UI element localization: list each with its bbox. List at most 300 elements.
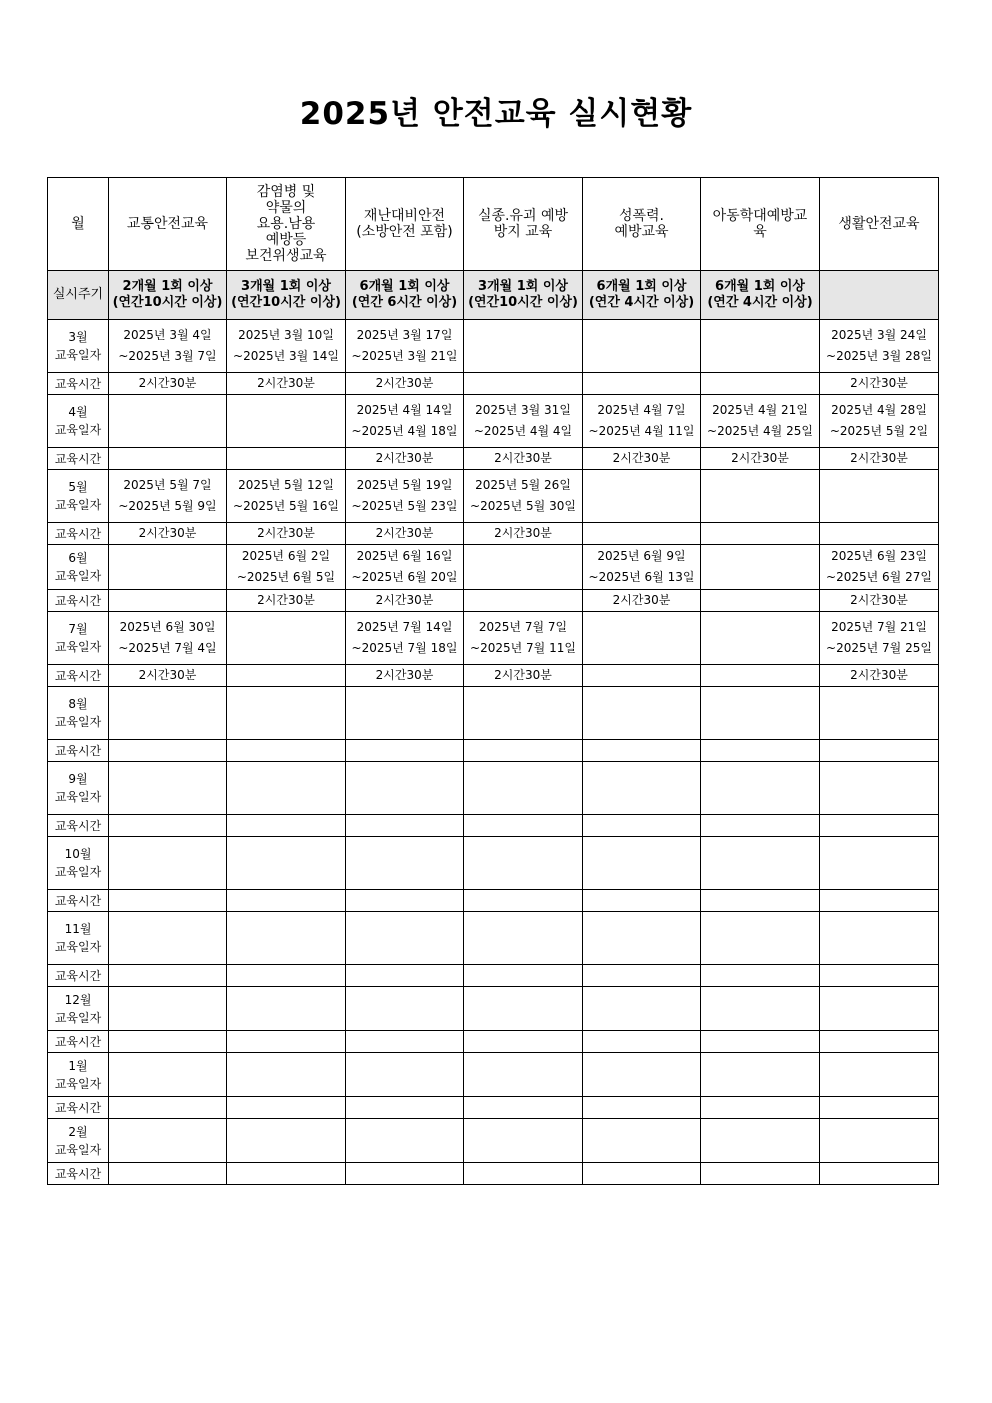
time-cell xyxy=(701,815,820,837)
date-cell xyxy=(820,545,939,590)
cell-line: 감염병 및 xyxy=(256,184,316,200)
time-cell xyxy=(701,590,820,612)
month-label xyxy=(48,1119,109,1163)
date-cell xyxy=(820,762,939,815)
cell-line: ~2025년 6월 20일 xyxy=(351,570,458,584)
date-cell xyxy=(346,612,464,665)
header-row xyxy=(48,178,939,271)
cell-line: 생활안전교육 xyxy=(838,216,920,232)
time-cell xyxy=(346,965,464,987)
cell-line: ~2025년 3월 21일 xyxy=(351,349,458,363)
time-cell: 2시간30분 xyxy=(820,448,939,470)
month-name: 3월 xyxy=(68,330,88,344)
time-cell: 2시간30분 xyxy=(109,523,227,545)
date-cell xyxy=(820,470,939,523)
date-label: 교육일자 xyxy=(54,498,102,512)
time-cell xyxy=(464,373,583,395)
date-cell xyxy=(820,612,939,665)
date-label: 교육일자 xyxy=(54,940,102,954)
date-cell xyxy=(109,612,227,665)
cell-line: 2025년 4월 7일 xyxy=(597,403,686,417)
date-label: 교육일자 xyxy=(54,1010,102,1025)
time-cell xyxy=(464,590,583,612)
month-name: 11월 xyxy=(64,922,92,936)
header-column xyxy=(346,178,464,271)
time-cell xyxy=(464,1163,583,1185)
date-cell xyxy=(820,1053,939,1097)
date-cell xyxy=(464,320,583,373)
cell-line: ~2025년 6월 27일 xyxy=(826,570,932,584)
month-label xyxy=(48,912,109,965)
month-label xyxy=(48,320,109,373)
header-column xyxy=(227,178,346,271)
time-cell: 2시간30분 xyxy=(227,373,346,395)
cell-line: 2025년 3월 4일 xyxy=(123,328,212,342)
cell-line: 2025년 7월 7일 xyxy=(478,620,568,634)
time-cell: 2시간30분 xyxy=(820,665,939,687)
time-row xyxy=(48,815,939,837)
date-cell xyxy=(346,912,464,965)
date-label: 교육일자 xyxy=(54,1076,102,1091)
cell-line: 2025년 3월 17일 xyxy=(356,328,453,342)
date-row xyxy=(48,1119,939,1163)
cell-line: ~2025년 6월 13일 xyxy=(588,570,695,584)
time-cell xyxy=(464,890,583,912)
time-cell: 2시간30분 xyxy=(227,590,346,612)
cell-line: ~2025년 7월 11일 xyxy=(470,641,576,655)
time-cell xyxy=(701,1031,820,1053)
date-cell xyxy=(820,987,939,1031)
date-cell xyxy=(701,1053,820,1097)
time-cell xyxy=(701,1097,820,1119)
time-cell xyxy=(227,740,346,762)
header-column xyxy=(820,178,939,271)
cell-line: 2025년 7월 21일 xyxy=(831,620,927,634)
time-cell xyxy=(701,740,820,762)
time-cell xyxy=(583,665,701,687)
date-cell xyxy=(701,687,820,740)
header-column xyxy=(701,178,820,271)
time-label: 교육시간 xyxy=(48,815,109,837)
time-row xyxy=(48,890,939,912)
time-row xyxy=(48,1031,939,1053)
time-cell xyxy=(701,373,820,395)
date-cell xyxy=(820,687,939,740)
date-cell xyxy=(346,545,464,590)
time-label: 교육시간 xyxy=(48,1097,109,1119)
month-name: 12월 xyxy=(64,992,92,1007)
period-cell xyxy=(701,271,820,320)
cell-line: (연간10시간 이상) xyxy=(112,295,223,310)
cell-line: 보건위생교육 xyxy=(245,248,327,264)
time-cell xyxy=(820,1163,939,1185)
date-cell xyxy=(701,395,820,448)
time-cell: 2시간30분 xyxy=(464,523,583,545)
cell-line: 2025년 5월 19일 xyxy=(356,478,453,492)
date-cell xyxy=(820,837,939,890)
date-cell xyxy=(464,762,583,815)
date-cell xyxy=(346,687,464,740)
time-row xyxy=(48,523,939,545)
cell-line: ~2025년 4월 18일 xyxy=(351,424,458,438)
date-cell xyxy=(820,395,939,448)
date-row xyxy=(48,1053,939,1097)
date-cell xyxy=(583,612,701,665)
time-cell xyxy=(701,965,820,987)
cell-line: ~2025년 7월 4일 xyxy=(118,641,217,655)
date-cell xyxy=(346,762,464,815)
time-cell xyxy=(820,815,939,837)
date-cell xyxy=(464,470,583,523)
cell-line: 2025년 3월 10일 xyxy=(238,328,334,342)
time-label: 교육시간 xyxy=(48,965,109,987)
period-cell xyxy=(583,271,701,320)
cell-line: ~2025년 6월 5일 xyxy=(236,570,336,584)
date-row xyxy=(48,545,939,590)
cell-line: 3개월 1회 이상 xyxy=(478,279,568,294)
time-cell xyxy=(464,1097,583,1119)
time-cell xyxy=(346,815,464,837)
cell-line: (연간 4시간 이상) xyxy=(707,295,813,310)
time-cell xyxy=(346,1097,464,1119)
time-cell xyxy=(346,1163,464,1185)
date-cell xyxy=(109,320,227,373)
time-cell xyxy=(583,1097,701,1119)
date-cell xyxy=(583,762,701,815)
cell-line: 육 xyxy=(753,224,767,240)
date-cell xyxy=(109,1119,227,1163)
cell-line: 예방등 xyxy=(265,232,307,248)
cell-line: 약물의 xyxy=(265,200,307,216)
date-cell xyxy=(109,762,227,815)
time-cell xyxy=(583,740,701,762)
time-cell xyxy=(701,1163,820,1185)
time-cell xyxy=(701,890,820,912)
month-label xyxy=(48,545,109,590)
time-row xyxy=(48,373,939,395)
date-cell xyxy=(109,470,227,523)
time-cell: 2시간30분 xyxy=(820,590,939,612)
date-cell xyxy=(227,687,346,740)
date-cell xyxy=(701,1119,820,1163)
date-cell xyxy=(583,987,701,1031)
time-label: 교육시간 xyxy=(48,740,109,762)
time-cell xyxy=(227,1163,346,1185)
cell-line: ~2025년 4월 4일 xyxy=(473,424,573,438)
date-cell xyxy=(227,837,346,890)
time-cell: 2시간30분 xyxy=(820,373,939,395)
cell-line: ~2025년 3월 7일 xyxy=(118,349,217,363)
time-cell xyxy=(346,1031,464,1053)
cell-line: 2025년 4월 14일 xyxy=(356,403,453,417)
cell-line: 2025년 7월 14일 xyxy=(356,620,453,634)
date-row xyxy=(48,762,939,815)
date-cell xyxy=(227,762,346,815)
date-cell xyxy=(464,987,583,1031)
time-row xyxy=(48,590,939,612)
time-cell xyxy=(227,665,346,687)
cell-line: 2025년 3월 31일 xyxy=(475,403,571,417)
time-cell xyxy=(109,740,227,762)
date-label: 교육일자 xyxy=(54,640,102,654)
time-cell xyxy=(109,965,227,987)
cell-line: (연간 4시간 이상) xyxy=(588,295,695,310)
date-label: 교육일자 xyxy=(54,423,102,437)
date-cell xyxy=(583,470,701,523)
period-cell xyxy=(227,271,346,320)
date-label: 교육일자 xyxy=(54,348,102,362)
time-cell: 2시간30분 xyxy=(109,373,227,395)
cell-line: 2025년 6월 9일 xyxy=(597,549,686,563)
date-cell xyxy=(109,912,227,965)
cell-line: 6개월 1회 이상 xyxy=(359,279,450,294)
cell-line: ~2025년 3월 14일 xyxy=(233,349,339,363)
date-cell xyxy=(701,320,820,373)
date-cell xyxy=(227,320,346,373)
month-name: 7월 xyxy=(68,622,88,636)
cell-line: 2025년 6월 30일 xyxy=(119,620,216,634)
time-cell: 2시간30분 xyxy=(464,448,583,470)
date-cell xyxy=(227,987,346,1031)
date-cell xyxy=(464,837,583,890)
time-cell: 2시간30분 xyxy=(464,665,583,687)
month-label xyxy=(48,1053,109,1097)
date-cell xyxy=(227,545,346,590)
header-column xyxy=(583,178,701,271)
header-month: 월 xyxy=(48,178,109,271)
period-cell xyxy=(346,271,464,320)
time-cell xyxy=(109,1031,227,1053)
date-cell xyxy=(583,545,701,590)
date-cell xyxy=(701,837,820,890)
header-column xyxy=(464,178,583,271)
time-cell xyxy=(583,373,701,395)
date-cell xyxy=(464,912,583,965)
date-row xyxy=(48,320,939,373)
time-cell xyxy=(583,1163,701,1185)
time-cell xyxy=(346,890,464,912)
date-cell xyxy=(583,837,701,890)
period-row xyxy=(48,271,939,320)
cell-line: 실종.유괴 예방 xyxy=(477,208,569,224)
date-row xyxy=(48,837,939,890)
date-row xyxy=(48,687,939,740)
cell-line: 2025년 5월 12일 xyxy=(238,478,334,492)
time-cell xyxy=(109,890,227,912)
page-title: 2025년 안전교육 실시현황 xyxy=(299,96,693,132)
date-cell xyxy=(464,395,583,448)
time-cell xyxy=(109,815,227,837)
cell-line: ~2025년 5월 9일 xyxy=(118,499,217,513)
time-row xyxy=(48,448,939,470)
month-name: 6월 xyxy=(68,551,88,565)
date-cell xyxy=(583,912,701,965)
date-row xyxy=(48,612,939,665)
cell-line: ~2025년 5월 23일 xyxy=(351,499,458,513)
date-cell xyxy=(346,320,464,373)
time-cell xyxy=(820,523,939,545)
time-row xyxy=(48,665,939,687)
month-name: 10월 xyxy=(64,847,92,861)
cell-line: (소방안전 포함) xyxy=(356,224,453,240)
date-cell xyxy=(701,470,820,523)
time-label: 교육시간 xyxy=(48,523,109,545)
date-cell xyxy=(583,1053,701,1097)
date-cell xyxy=(346,1119,464,1163)
month-label xyxy=(48,470,109,523)
month-label xyxy=(48,837,109,890)
cell-line: ~2025년 5월 30일 xyxy=(470,499,576,513)
month-label xyxy=(48,687,109,740)
time-label: 교육시간 xyxy=(48,1031,109,1053)
date-label: 교육일자 xyxy=(54,790,102,804)
time-row xyxy=(48,965,939,987)
time-cell: 2시간30분 xyxy=(346,448,464,470)
cell-line: 2025년 3월 24일 xyxy=(831,328,927,342)
time-row xyxy=(48,1097,939,1119)
date-row xyxy=(48,395,939,448)
cell-line: 예방교육 xyxy=(614,224,669,240)
time-cell xyxy=(109,1163,227,1185)
time-cell xyxy=(109,590,227,612)
time-cell xyxy=(583,1031,701,1053)
time-cell xyxy=(227,965,346,987)
date-cell xyxy=(346,470,464,523)
month-name: 8월 xyxy=(68,697,88,711)
period-cell xyxy=(109,271,227,320)
cell-line: 아동학대예방교 xyxy=(712,208,808,224)
date-cell xyxy=(109,545,227,590)
date-cell xyxy=(583,395,701,448)
cell-line: 2025년 5월 26일 xyxy=(475,478,571,492)
time-cell xyxy=(464,1031,583,1053)
cell-line: (연간10시간 이상) xyxy=(468,295,578,310)
cell-line: 2025년 6월 2일 xyxy=(241,549,331,563)
time-cell: 2시간30분 xyxy=(346,665,464,687)
time-cell xyxy=(701,665,820,687)
cell-line: ~2025년 4월 11일 xyxy=(588,424,695,438)
time-cell xyxy=(227,815,346,837)
cell-line: ~2025년 5월 2일 xyxy=(829,424,929,438)
time-cell xyxy=(227,448,346,470)
date-cell xyxy=(701,987,820,1031)
date-cell xyxy=(464,1053,583,1097)
cell-line: 재난대비안전 xyxy=(363,208,446,224)
period-label: 실시주기 xyxy=(48,271,109,320)
cell-line: ~2025년 7월 25일 xyxy=(826,641,932,655)
time-cell xyxy=(583,523,701,545)
time-cell xyxy=(701,523,820,545)
cell-line: ~2025년 3월 28일 xyxy=(826,349,932,363)
date-cell xyxy=(346,987,464,1031)
month-label xyxy=(48,762,109,815)
time-row xyxy=(48,740,939,762)
time-cell: 2시간30분 xyxy=(346,373,464,395)
date-cell xyxy=(109,987,227,1031)
cell-line: 2025년 6월 16일 xyxy=(356,549,453,563)
time-label: 교육시간 xyxy=(48,590,109,612)
time-cell xyxy=(227,1031,346,1053)
date-cell xyxy=(227,612,346,665)
date-cell xyxy=(227,1053,346,1097)
cell-line: (연간10시간 이상) xyxy=(231,295,341,310)
month-name: 1월 xyxy=(68,1058,88,1073)
time-cell xyxy=(109,1097,227,1119)
time-cell: 2시간30분 xyxy=(227,523,346,545)
date-cell xyxy=(346,1053,464,1097)
date-cell xyxy=(464,612,583,665)
time-cell xyxy=(464,815,583,837)
time-cell xyxy=(346,740,464,762)
cell-line: ~2025년 5월 16일 xyxy=(233,499,339,513)
header-column xyxy=(109,178,227,271)
time-cell xyxy=(820,1097,939,1119)
month-label xyxy=(48,612,109,665)
cell-line: (연간 6시간 이상) xyxy=(351,295,458,310)
time-cell xyxy=(464,965,583,987)
month-label xyxy=(48,395,109,448)
cell-line: 2025년 5월 7일 xyxy=(123,478,212,492)
time-row xyxy=(48,1163,939,1185)
cell-line: 2025년 4월 21일 xyxy=(712,403,808,417)
date-cell xyxy=(109,687,227,740)
time-label: 교육시간 xyxy=(48,890,109,912)
cell-line: 교통안전교육 xyxy=(126,216,209,232)
cell-line: ~2025년 7월 18일 xyxy=(351,641,458,655)
cell-line: 6개월 1회 이상 xyxy=(715,279,805,294)
cell-line: 2025년 6월 23일 xyxy=(831,549,927,563)
date-cell xyxy=(227,395,346,448)
date-cell xyxy=(583,320,701,373)
date-cell xyxy=(227,470,346,523)
cell-line: 2025년 4월 28일 xyxy=(831,403,927,417)
time-label: 교육시간 xyxy=(48,448,109,470)
month-name: 5월 xyxy=(68,480,88,494)
cell-line: ~2025년 4월 25일 xyxy=(707,424,813,438)
date-cell xyxy=(464,1119,583,1163)
cell-line: 3개월 1회 이상 xyxy=(241,279,331,294)
cell-line: 2개월 1회 이상 xyxy=(122,279,213,294)
date-cell xyxy=(701,545,820,590)
period-cell xyxy=(820,271,939,320)
date-label: 교육일자 xyxy=(54,715,102,729)
time-cell: 2시간30분 xyxy=(701,448,820,470)
month-label xyxy=(48,987,109,1031)
time-cell: 2시간30분 xyxy=(109,665,227,687)
date-cell xyxy=(464,687,583,740)
date-cell xyxy=(820,912,939,965)
cell-line: 방지 교육 xyxy=(493,224,553,240)
date-cell xyxy=(346,395,464,448)
month-name: 4월 xyxy=(68,405,88,419)
date-label: 교육일자 xyxy=(54,865,102,879)
time-label: 교육시간 xyxy=(48,665,109,687)
date-cell xyxy=(109,395,227,448)
time-cell: 2시간30분 xyxy=(346,523,464,545)
cell-line: 성폭력. xyxy=(618,208,665,224)
date-cell xyxy=(701,612,820,665)
safety-education-table xyxy=(47,177,939,1185)
time-cell xyxy=(820,740,939,762)
time-cell xyxy=(820,890,939,912)
time-cell xyxy=(227,890,346,912)
time-cell xyxy=(464,740,583,762)
cell-line: 6개월 1회 이상 xyxy=(596,279,687,294)
time-cell xyxy=(583,815,701,837)
time-cell xyxy=(583,890,701,912)
time-cell: 2시간30분 xyxy=(583,590,701,612)
date-cell xyxy=(464,545,583,590)
